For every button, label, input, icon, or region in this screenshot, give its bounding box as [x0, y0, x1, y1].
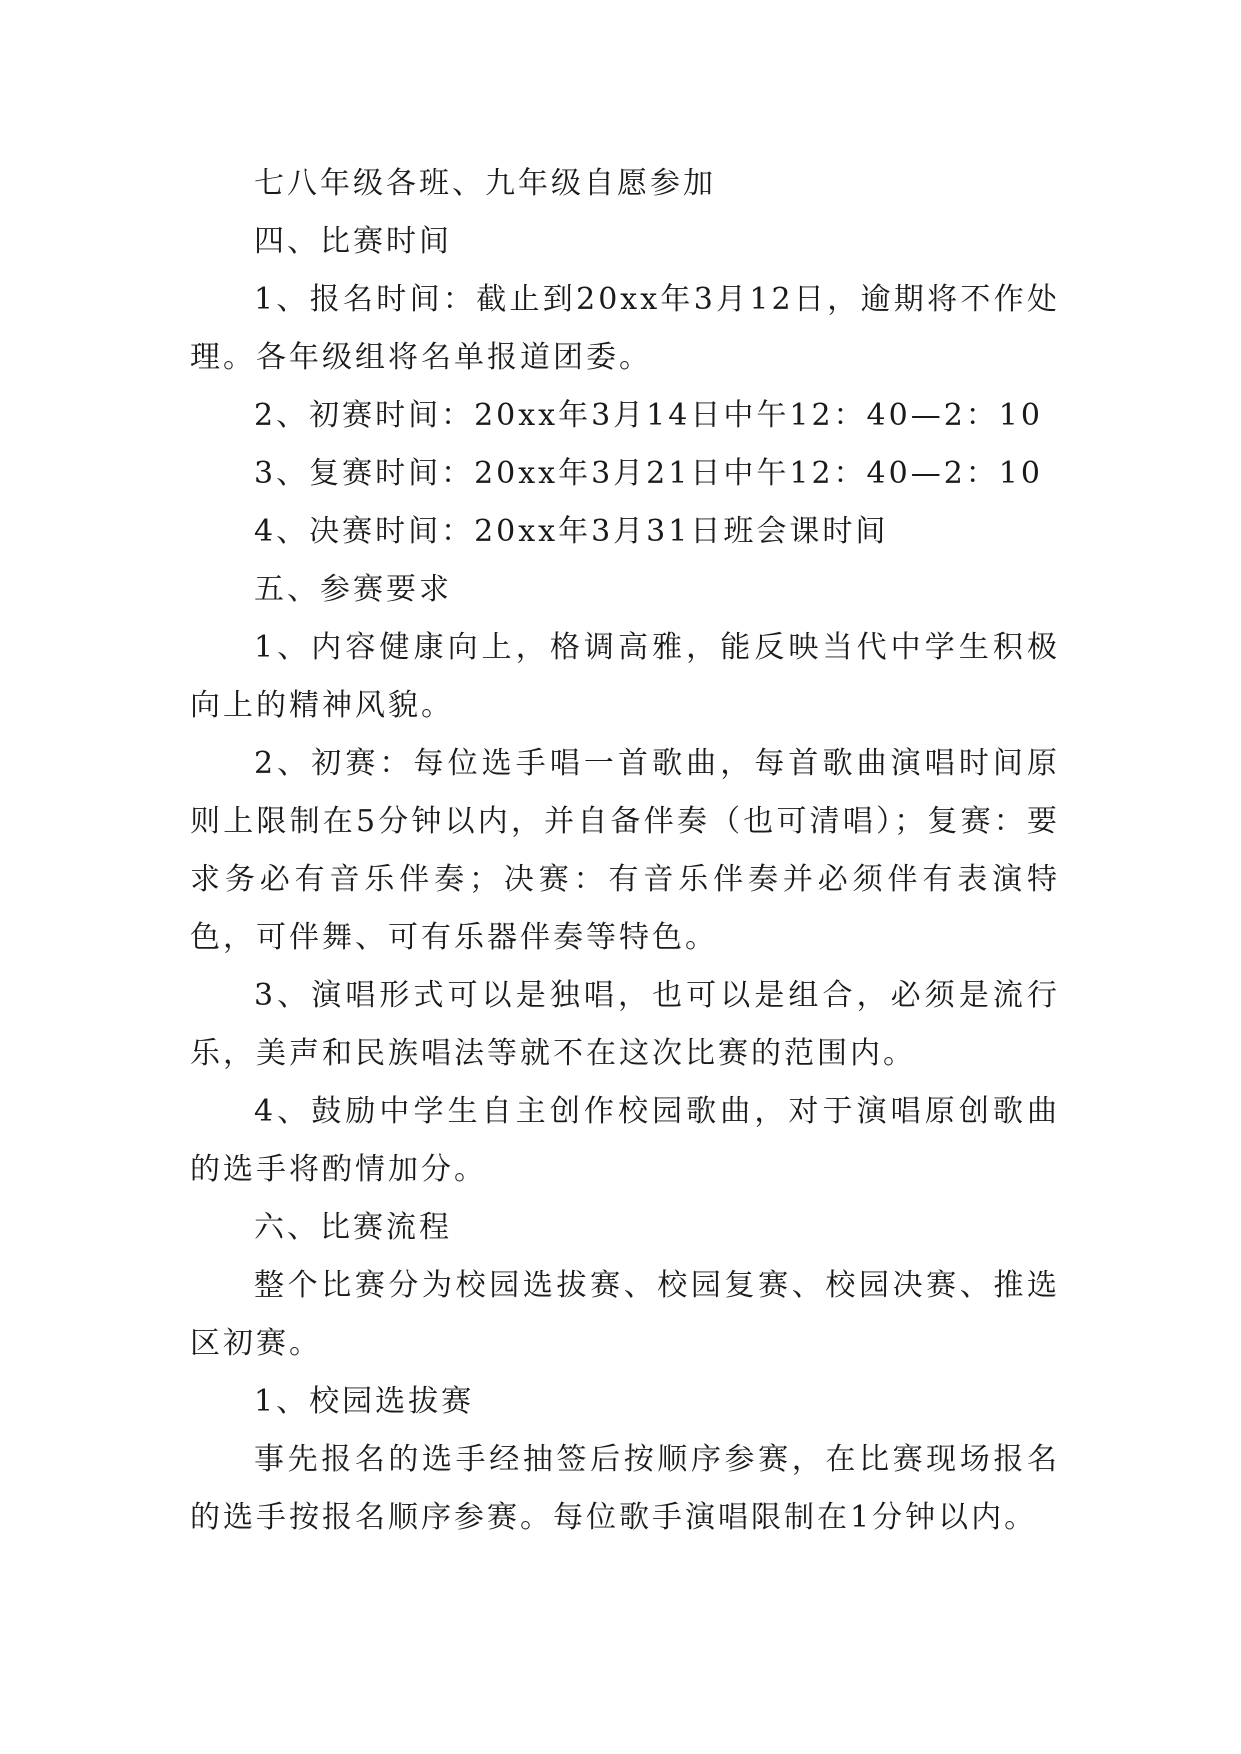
heading-requirements: 五、参赛要求: [254, 572, 452, 607]
paragraph-final-time: 4、决赛时间：20xx年3月31日班会课时间: [254, 514, 889, 549]
document-body: [190, 155, 1060, 1547]
paragraph-requirement-rounds: 2、初赛：每位选手唱一首歌曲，每首歌曲演唱时间原则上限制在5分钟以内，并自备伴奏（也可清唱）；复赛：要求务必有音乐伴奏；决赛：有音乐伴奏并必须伴有表演特色，可伴舞、可有乐器伴奏等特色。: [190, 746, 1060, 955]
paragraph-preliminary-time: 2、初赛时间：20xx年3月14日中午12：40—2：10: [254, 398, 1043, 433]
paragraph-registration-time: 1、报名时间：截止到20xx年3月12日，逾期将不作处理。各年级组将名单报道团委。: [190, 282, 1060, 375]
paragraph-requirement-format: 3、演唱形式可以是独唱，也可以是组合，必须是流行乐，美声和民族唱法等就不在这次比赛的范围内。: [190, 978, 1060, 1071]
paragraph-requirement-original: 4、鼓励中学生自主创作校园歌曲，对于演唱原创歌曲的选手将酌情加分。: [190, 1094, 1060, 1187]
heading-selection-round: 1、校园选拔赛: [254, 1384, 475, 1419]
paragraph-requirement-content: 1、内容健康向上，格调高雅，能反映当代中学生积极向上的精神风貌。: [190, 630, 1060, 723]
paragraph-semifinal-time: 3、复赛时间：20xx年3月21日中午12：40—2：10: [254, 456, 1043, 491]
paragraph-participants: 七八年级各班、九年级自愿参加: [254, 166, 716, 201]
paragraph-selection-round: 事先报名的选手经抽签后按顺序参赛，在比赛现场报名的选手按报名顺序参赛。每位歌手演唱限制在1分钟以内。: [190, 1442, 1060, 1535]
heading-competition-time: 四、比赛时间: [254, 224, 452, 259]
paragraph-process-overview: 整个比赛分为校园选拔赛、校园复赛、校园决赛、推选区初赛。: [190, 1268, 1060, 1361]
heading-process: 六、比赛流程: [254, 1210, 452, 1245]
